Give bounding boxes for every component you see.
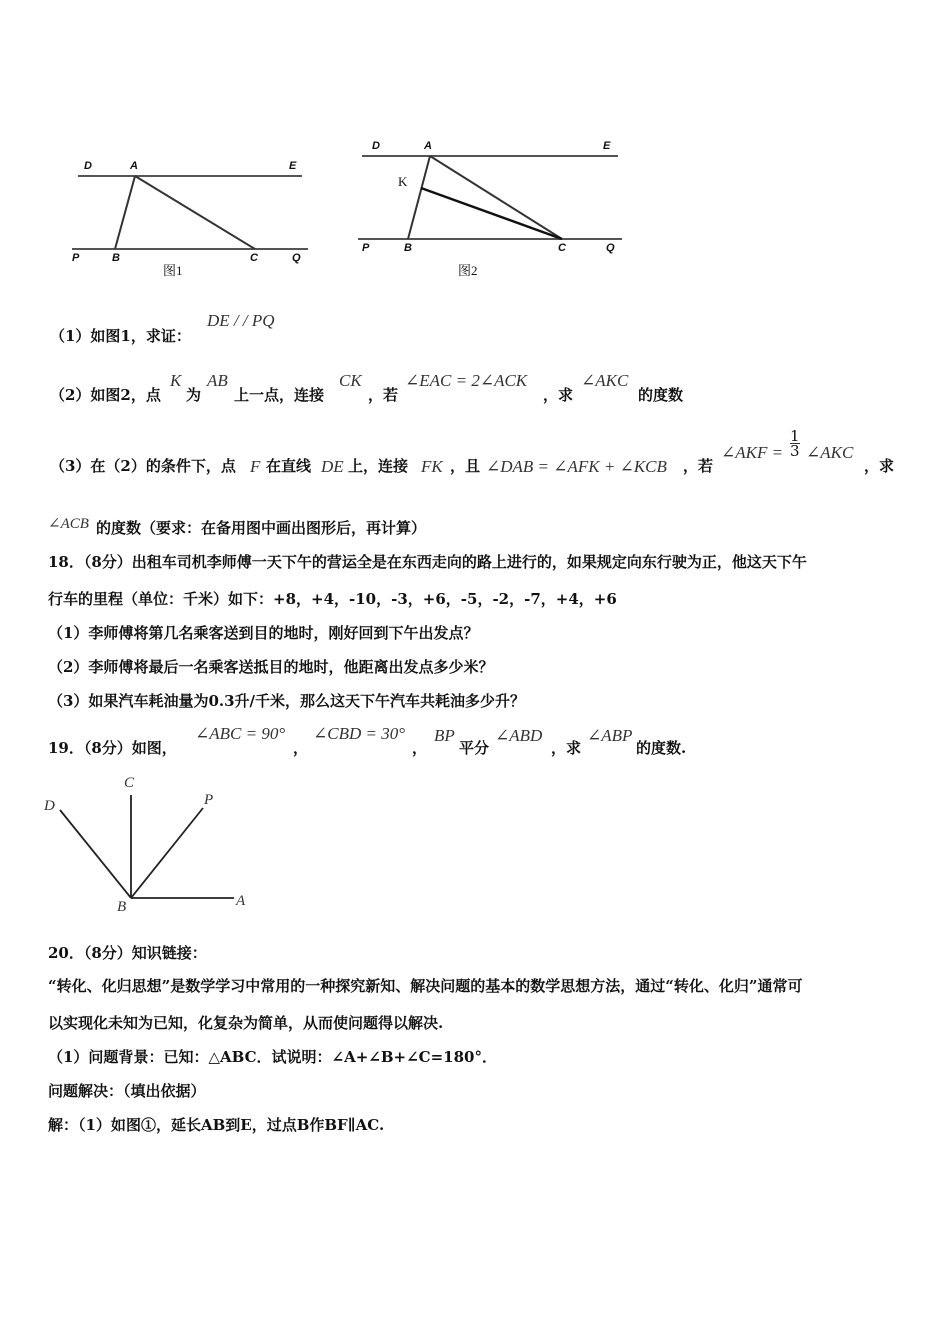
q17-p3-m2: DE bbox=[321, 457, 344, 476]
q20-line2: 以实现化未知为已知，化复杂为简单，从而使问题得以解决. bbox=[48, 1014, 444, 1032]
q18-sub3: （3）如果汽车耗油量为0.3升/千米，那么这天下午汽车共耗油多少升？ bbox=[48, 692, 526, 710]
fig1-point-c: C bbox=[250, 252, 258, 264]
q19-m2: ∠CBD = 30° bbox=[313, 724, 406, 743]
fig2-point-a: A bbox=[424, 140, 432, 152]
q18-line1: 18．（8分）出租车司机李师傅一天下午的营运全是在东西走向的路上进行的，如果规定向东行驶为正，他这天下午 bbox=[48, 553, 807, 571]
q17-p3b-t1: 的度数（要求：在备用图中画出图形后，再计算） bbox=[96, 519, 427, 537]
q19-m3: BP bbox=[434, 726, 455, 745]
q17-p2-m4: ∠EAC = 2∠ACK bbox=[405, 371, 528, 390]
q17-p2-t6: 的度数 bbox=[638, 386, 684, 404]
q17-p1-math: DE / / PQ bbox=[207, 311, 275, 330]
fig2-point-k: K bbox=[398, 174, 408, 189]
q19-m1: ∠ABC = 90° bbox=[195, 724, 286, 743]
fig19-point-d: D bbox=[44, 798, 55, 814]
q17-p2-t3: 上一点，连接 bbox=[234, 386, 325, 404]
q17-p3-m5a: ∠AKF = bbox=[721, 443, 784, 462]
q17-p3-t4: ，且 bbox=[450, 457, 481, 475]
q17-p3-t1: （3）在（2）的条件下，点 bbox=[50, 457, 236, 475]
q19-t5: ，求 bbox=[551, 739, 582, 757]
fig2-point-e: E bbox=[603, 140, 611, 152]
q17-p2-m5: ∠AKC bbox=[581, 371, 629, 390]
fig19-point-c: C bbox=[124, 775, 135, 791]
q17-p3-m1: F bbox=[250, 457, 261, 476]
fig2-point-q: Q bbox=[606, 242, 615, 254]
q19-m5: ∠ABP bbox=[587, 726, 633, 745]
fig2-point-c: C bbox=[558, 242, 566, 254]
q17-p2-m2: AB bbox=[207, 371, 228, 390]
fig2-point-b: B bbox=[404, 242, 412, 254]
fraction-denominator: 3 bbox=[790, 442, 800, 460]
q19-t2: ， bbox=[293, 739, 309, 757]
fig19-point-p: P bbox=[204, 792, 214, 808]
fig1-point-p: P bbox=[72, 252, 80, 264]
q17-p3-t2: 在直线 bbox=[266, 457, 312, 475]
q20-solve-heading: 问题解决：（填出依据） bbox=[48, 1082, 206, 1100]
fig19-point-b: B bbox=[117, 899, 127, 915]
q19-t4: 平分 bbox=[459, 739, 490, 757]
q17-p2-t5: ，求 bbox=[543, 386, 574, 404]
fig1-point-e: E bbox=[289, 160, 297, 172]
q17-p2-m3: CK bbox=[339, 371, 362, 390]
fig19-point-a: A bbox=[236, 893, 246, 909]
q18-line2: 行车的里程（单位：千米）如下：+8，+4，-10，-3，+6，-5，-2，-7，+4，+6 bbox=[48, 590, 617, 608]
fig1-point-d: D bbox=[84, 160, 92, 172]
q17-p3-t5: ，若 bbox=[683, 457, 714, 475]
q19-t6: 的度数. bbox=[636, 739, 687, 757]
q18-sub2: （2）李师傅将最后一名乘客送抵目的地时，他距离出发点多少米？ bbox=[48, 658, 494, 676]
q18-sub1: （1）李师傅将第几名乘客送到目的地时，刚好回到下午出发点？ bbox=[48, 624, 479, 642]
q17-p2-m1: K bbox=[170, 371, 182, 390]
fig2-point-d: D bbox=[372, 140, 380, 152]
fig1-point-a: A bbox=[130, 160, 138, 172]
q20-answer-line: 解：（1）如图①，延长AB到E，过点B作BF∥AC. bbox=[48, 1116, 385, 1134]
q17-p3-m4: ∠DAB = ∠AFK + ∠KCB bbox=[486, 457, 667, 476]
q20-line1: “转化、化归思想”是数学学习中常用的一种探究新知、解决问题的基本的数学思想方法，通过“转化、化归”通常可 bbox=[48, 977, 803, 995]
q17-p3-m5b: ∠AKC bbox=[806, 443, 854, 462]
q17-p3-m3: FK bbox=[421, 457, 443, 476]
q17-p2-t2: 为 bbox=[186, 386, 202, 404]
q17-p2-t1: （2）如图2，点 bbox=[50, 386, 161, 404]
q20-title: 20．（8分）知识链接： bbox=[48, 944, 207, 962]
q17-p3-t3: 上，连接 bbox=[348, 457, 409, 475]
q17-p3-t6: ，求 bbox=[864, 457, 895, 475]
q17-p1-text: （1）如图1，求证： bbox=[50, 327, 191, 345]
fig2-point-p: P bbox=[362, 242, 370, 254]
q19-t1: 19．（8分）如图， bbox=[48, 739, 177, 757]
fraction-numerator: 1 bbox=[790, 427, 800, 445]
q17-p3b-m1: ∠ACB bbox=[48, 516, 89, 532]
q19-m4: ∠ABD bbox=[495, 726, 543, 745]
q20-background: （1）问题背景：已知：△ABC．试说明：∠A+∠B+∠C=180°． bbox=[48, 1048, 497, 1066]
q17-p2-t4: ，若 bbox=[368, 386, 399, 404]
fig1-caption: 图1 bbox=[163, 263, 183, 278]
fig1-point-b: B bbox=[112, 252, 120, 264]
fig2-caption: 图2 bbox=[458, 263, 478, 278]
q19-t3: ， bbox=[412, 739, 428, 757]
fig1-point-q: Q bbox=[292, 252, 301, 264]
